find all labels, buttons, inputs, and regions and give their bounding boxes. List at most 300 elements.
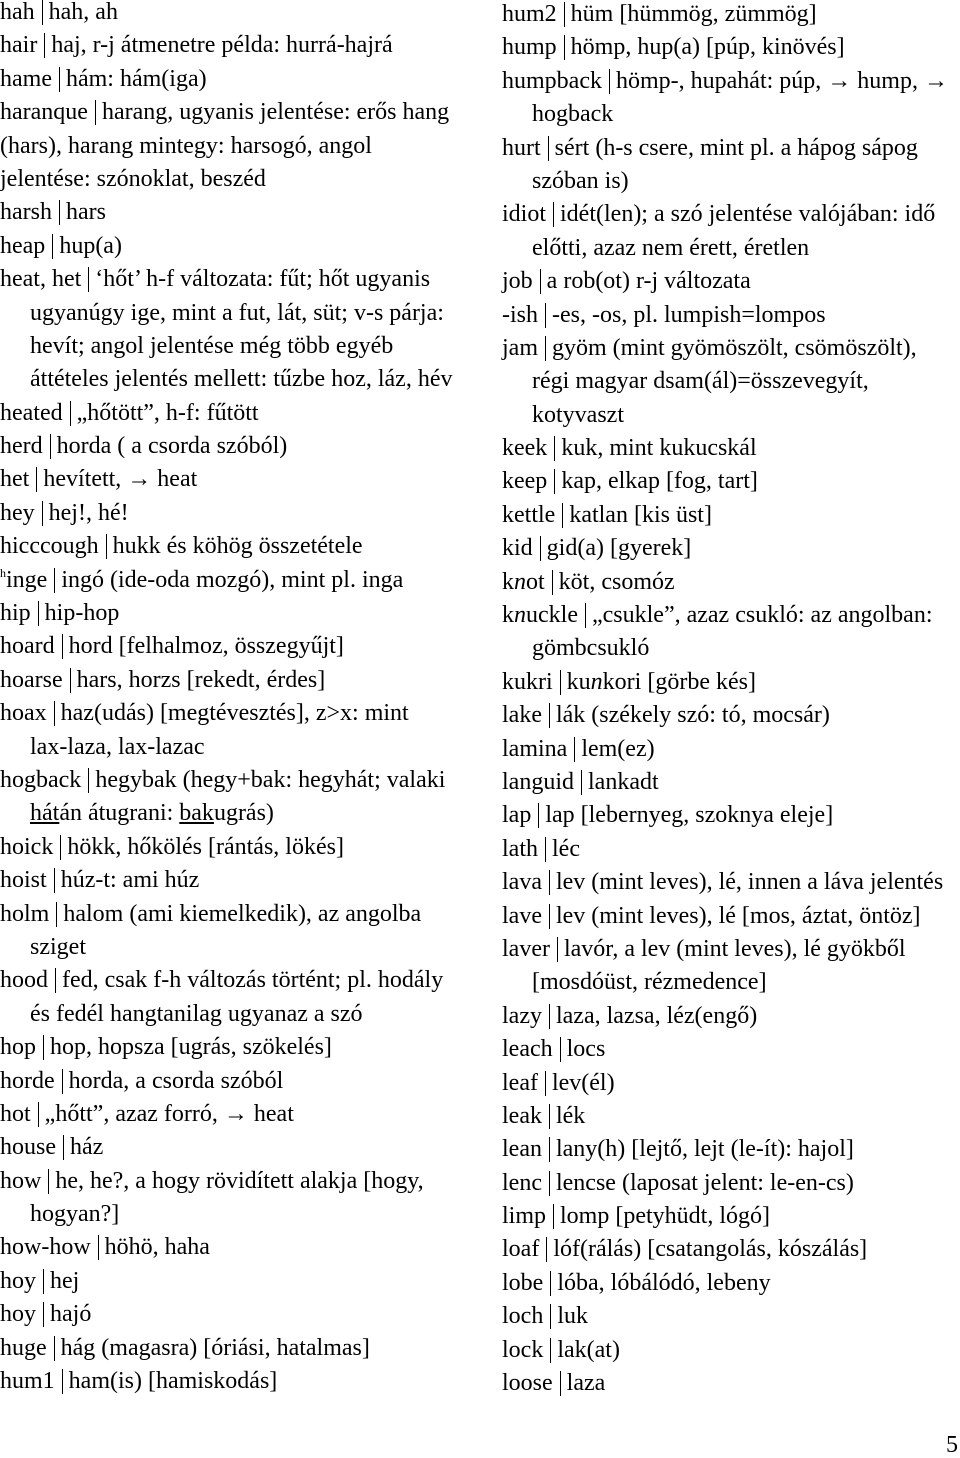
- entry-separator: [549, 1104, 550, 1129]
- entry-definition: höhö, haha: [104, 1234, 210, 1261]
- dictionary-entry: [502, 1200, 958, 1233]
- entry-definition: lap [lebernyeg, szoknya eleje]: [545, 802, 834, 829]
- entry-definition: hars, horzs [rekedt, érdes]: [76, 666, 326, 693]
- entry-definition: horda, a csorda szóból: [68, 1067, 284, 1094]
- dictionary-entry: [502, 799, 958, 832]
- entry-first-line: [502, 699, 958, 732]
- italic-letter: n: [514, 568, 526, 595]
- entry-headword: hey: [0, 499, 35, 526]
- entry-separator: [56, 902, 57, 927]
- dictionary-entry: [502, 65, 958, 132]
- entry-separator: [54, 701, 55, 726]
- entry-separator: [44, 33, 45, 58]
- entry-separator: [540, 536, 541, 561]
- dictionary-entry: [502, 299, 958, 332]
- entry-headword: lean: [502, 1136, 542, 1163]
- entry-first-line: [502, 766, 958, 799]
- entry-headword: huge: [0, 1334, 47, 1361]
- entry-first-line: [0, 597, 496, 630]
- entry-definition: húz-t: ami húz: [60, 867, 200, 894]
- underlined-text: bak: [179, 800, 214, 827]
- entry-separator: [552, 570, 553, 595]
- dictionary-entry: [0, 263, 496, 397]
- entry-headword: how-how: [0, 1234, 91, 1261]
- entry-separator: [43, 1269, 44, 1294]
- entry-headword: haranque: [0, 99, 88, 126]
- entry-definition: gid(a) [gyerek]: [546, 535, 692, 562]
- entry-first-line: [502, 0, 958, 31]
- entry-definition: fed, csak f-h változás történt; pl. hodály: [62, 967, 444, 994]
- entry-definition: laza: [566, 1370, 606, 1397]
- entry-first-line: [0, 630, 496, 663]
- entry-separator: [54, 568, 55, 593]
- entry-definition-continuation: jelentése: szónoklat, beszéd: [0, 165, 266, 192]
- entry-definition-continuation: áttételes jelentés mellett: tűzbe hoz, láz, hév: [30, 366, 453, 393]
- entry-first-line: [0, 29, 496, 62]
- entry-definition: hüm [hümmög, zümmög]: [570, 1, 817, 27]
- dictionary-entry: [0, 864, 496, 897]
- entry-definition: „hőtött”, h-f: fűtött: [76, 399, 259, 426]
- entry-separator: [545, 837, 546, 862]
- entry-definition: lankadt: [588, 768, 659, 795]
- entry-separator: [553, 202, 554, 227]
- entry-first-line: [0, 263, 496, 296]
- entry-first-line: [502, 65, 958, 98]
- entry-definition: hajó: [50, 1301, 92, 1328]
- entry-headword: leak: [502, 1102, 542, 1129]
- entry-headword: heap: [0, 232, 46, 259]
- dictionary-entry: [502, 1133, 958, 1166]
- entry-headword: hoick: [0, 833, 54, 860]
- dictionary-entry: [502, 465, 958, 498]
- entry-headword: horde: [0, 1067, 55, 1094]
- entry-definition: lóba, lóbálódó, lebeny: [557, 1269, 771, 1296]
- entry-definition: lak(at): [557, 1336, 620, 1363]
- italic-letter: n: [590, 668, 603, 695]
- entry-first-line: [502, 332, 958, 365]
- entry-definition: hej: [50, 1267, 80, 1294]
- dictionary-entry: [502, 1100, 958, 1133]
- entry-definition-continuation: régi magyar dsam(ál)=összevegyít,: [532, 368, 869, 395]
- entry-definition: hej!, hé!: [48, 499, 129, 526]
- entry-headword: lock: [502, 1336, 544, 1363]
- entry-definition: ‘hőt’ h-f változata: fűt; hőt ugyanis: [95, 266, 431, 293]
- entry-first-line: [502, 1334, 958, 1367]
- entry-definition: ház: [70, 1134, 104, 1161]
- dictionary-entry: [0, 1031, 496, 1064]
- dictionary-entry: [0, 564, 496, 597]
- entry-definition: hars: [65, 199, 106, 226]
- entry-definition-continuation: lax-laza, lax-lazac: [30, 733, 205, 760]
- entry-separator: [557, 937, 558, 962]
- entry-separator: [560, 670, 561, 695]
- dictionary-entry: [502, 265, 958, 298]
- dictionary-entry: [0, 1231, 496, 1264]
- entry-first-line: [0, 898, 496, 931]
- entry-separator: [42, 0, 43, 25]
- entry-first-line: [0, 1165, 496, 1198]
- entry-separator: [554, 436, 555, 461]
- entry-definition: hám: hám(iga): [65, 65, 207, 92]
- entry-headword: hum1: [0, 1368, 55, 1395]
- entry-first-line: [0, 864, 496, 897]
- entry-definition: hömp, hup(a) [púp, kinövés]: [570, 34, 845, 61]
- entry-headword: keep: [502, 468, 548, 495]
- entry-first-line: [502, 799, 958, 832]
- entry-headword: [502, 602, 578, 628]
- entry-separator: [562, 503, 563, 528]
- entry-headword: hogback: [0, 766, 82, 793]
- entry-separator: [70, 401, 71, 426]
- entry-separator: [38, 1102, 39, 1127]
- headword-part: uckle: [526, 602, 578, 629]
- entry-headword: how: [0, 1167, 42, 1194]
- entry-definition: hop, hopsza [ugrás, szökelés]: [50, 1034, 332, 1061]
- entry-separator: [98, 1235, 99, 1260]
- entry-first-line: [502, 1300, 958, 1333]
- entry-definition: haz(udás) [megtévesztés], z>x: mint: [60, 700, 409, 727]
- entry-definition: horda ( a csorda szóból): [56, 433, 288, 460]
- entry-separator: [55, 968, 56, 993]
- entry-headword: -ish: [502, 301, 538, 328]
- entry-first-line: [0, 1332, 496, 1365]
- entry-headword: lamina: [502, 735, 568, 762]
- entry-headword: hicccough: [0, 533, 99, 560]
- entry-definition: halom (ami kiemelkedik), az angolba: [63, 900, 422, 927]
- entry-separator: [62, 1069, 63, 1094]
- entry-headword: hip: [0, 600, 31, 627]
- entry-headword: hum2: [502, 1, 557, 27]
- dictionary-entry: [0, 63, 496, 96]
- entry-definition-continuation: szóban is): [532, 167, 629, 194]
- entry-first-line: [502, 132, 958, 165]
- entry-separator: [38, 601, 39, 626]
- entry-headword: hurt: [502, 134, 541, 161]
- entry-headword: idiot: [502, 201, 547, 228]
- dictionary-entry: [0, 898, 496, 965]
- entry-first-line: [0, 430, 496, 463]
- dictionary-entry: [0, 96, 496, 196]
- entry-separator: [62, 1369, 63, 1394]
- entry-definition: laza, lazsa, léz(engő): [555, 1002, 758, 1029]
- dictionary-entry: [502, 332, 958, 432]
- entry-definition: hord [felhalmoz, összegyűjt]: [68, 633, 344, 660]
- entry-headword: hot: [0, 1100, 31, 1127]
- dictionary-entry: [502, 432, 958, 465]
- entry-definition: hukk és köhög összetétele: [112, 533, 363, 560]
- dictionary-entry: [0, 29, 496, 62]
- entry-headword: harsh: [0, 199, 52, 226]
- entry-separator: [62, 634, 63, 659]
- entry-separator: [43, 1302, 44, 1327]
- entry-definition: [567, 669, 756, 695]
- entry-first-line: [502, 465, 958, 498]
- entry-separator: [538, 803, 539, 828]
- entry-definition-continuation: hogyan?]: [30, 1201, 120, 1228]
- entry-first-line: [502, 499, 958, 532]
- entry-first-line: [0, 697, 496, 730]
- entry-separator: [549, 1004, 550, 1029]
- entry-definition: „csukle”, azaz csukló: az angolban:: [591, 602, 933, 629]
- entry-definition: luk: [557, 1303, 588, 1330]
- dictionary-entry: [502, 933, 958, 1000]
- entry-headword: lap: [502, 802, 532, 829]
- entry-separator: [106, 534, 107, 559]
- entry-first-line: [502, 566, 958, 599]
- dictionary-entry: [502, 733, 958, 766]
- entry-definition: he, he?, a hogy rövidített alakja [hogy,: [55, 1167, 424, 1194]
- entry-definition: hömp-, hupahát: púp, → hump, →: [615, 67, 948, 94]
- dictionary-entry: [502, 1367, 958, 1400]
- entry-definition: lék: [555, 1102, 586, 1129]
- dictionary-entry: [502, 1033, 958, 1066]
- headword-part: k: [502, 602, 514, 629]
- dictionary-entry: [502, 1233, 958, 1266]
- dictionary-entry: [0, 697, 496, 764]
- entry-headword: loose: [502, 1370, 553, 1397]
- entry-separator: [549, 703, 550, 728]
- entry-separator: [550, 1304, 551, 1329]
- entry-definition: idét(len); a szó jelentése valójában: idő: [560, 201, 936, 228]
- dictionary-entry: [502, 0, 958, 31]
- entry-headword: hoy: [0, 1267, 36, 1294]
- entry-headword: hop: [0, 1034, 36, 1061]
- dictionary-entry: [502, 566, 958, 599]
- entry-separator: [550, 1271, 551, 1296]
- headword-part: ot: [526, 568, 545, 595]
- entry-separator: [560, 1371, 561, 1396]
- entry-definition-continuation: előtti, azaz nem érett, éretlen: [532, 234, 810, 261]
- entry-definition-continuation: (hars), harang mintegy: harsogó, angol: [0, 132, 372, 159]
- entry-first-line: [502, 933, 958, 966]
- entry-separator: [554, 469, 555, 494]
- entry-headword: heat, het: [0, 266, 82, 293]
- entry-first-line: [0, 964, 496, 997]
- entry-separator: [36, 467, 37, 492]
- entry-definition-continuation: [mosdóüst, rézmedence]: [532, 969, 767, 996]
- entry-headword: hoard: [0, 633, 55, 660]
- entry-headword: lath: [502, 835, 538, 862]
- dictionary-entry: [502, 1167, 958, 1200]
- entry-definition-continuation: kotyvaszt: [532, 401, 624, 428]
- entry-headword: lava: [502, 869, 542, 896]
- entry-separator: [549, 1137, 550, 1162]
- entry-headword: [502, 569, 545, 595]
- entry-first-line: [0, 1265, 496, 1298]
- entry-headword: hoarse: [0, 666, 63, 693]
- entry-definition: sért (h-s csere, mint pl. a hápog sápog: [554, 134, 918, 161]
- entry-first-line: [0, 1231, 496, 1264]
- entry-first-line: [0, 664, 496, 697]
- entry-first-line: [0, 1365, 496, 1398]
- dictionary-entry: [502, 31, 958, 64]
- dictionary-entry: [0, 0, 496, 29]
- entry-first-line: [0, 530, 496, 563]
- entry-definition-continuation: ugyanúgy ige, mint a fut, lát, süt; v-s párja:: [30, 299, 444, 326]
- dictionary-entry: [502, 532, 958, 565]
- entry-first-line: [0, 196, 496, 229]
- entry-separator: [581, 770, 582, 795]
- entry-first-line: [0, 764, 496, 797]
- entry-definition-continuation: hevít; angol jelentése még több egyéb: [30, 332, 394, 359]
- entry-definition: hökk, hőkölés [rántás, lökés]: [67, 833, 344, 860]
- entry-headword: kukri: [502, 668, 553, 695]
- dictionary-entry: [0, 463, 496, 496]
- entry-separator: [549, 904, 550, 929]
- entry-first-line: [502, 1000, 958, 1033]
- entry-headword: hump: [502, 34, 557, 61]
- dictionary-entry: [0, 1098, 496, 1131]
- definition-part: ku: [566, 668, 591, 695]
- entry-definition: katlan [kis üst]: [569, 501, 712, 528]
- entry-headword: hoax: [0, 700, 47, 727]
- entry-separator: [545, 303, 546, 328]
- entry-definition: lencse (laposat jelent: le-en-cs): [555, 1169, 854, 1196]
- entry-first-line: [502, 733, 958, 766]
- definition-part: ugrás): [213, 800, 274, 827]
- entry-headword: herd: [0, 433, 43, 460]
- definition-part: kori [görbe kés]: [602, 668, 756, 695]
- left-column: [0, 0, 496, 1398]
- entry-first-line: [0, 1131, 496, 1164]
- headword-part: inge: [6, 566, 48, 593]
- dictionary-entry: [502, 1300, 958, 1333]
- entry-separator: [70, 668, 71, 693]
- entry-first-line: [0, 1298, 496, 1331]
- entry-first-line: [0, 831, 496, 864]
- entry-first-line: [502, 532, 958, 565]
- entry-headword: leach: [502, 1036, 553, 1063]
- entry-headword: heated: [0, 399, 63, 426]
- entry-first-line: [502, 599, 958, 632]
- dictionary-entry: [0, 630, 496, 663]
- entry-definition: lev (mint leves), lé [mos, áztat, öntöz]: [555, 902, 921, 929]
- entry-separator: [43, 1035, 44, 1060]
- entry-headword: house: [0, 1134, 56, 1161]
- entry-definition: lák (székely szó: tó, mocsár): [555, 702, 830, 729]
- entry-separator: [549, 1171, 550, 1196]
- entry-first-line: [502, 299, 958, 332]
- entry-definition: hip-hop: [44, 600, 120, 627]
- entry-separator: [553, 1204, 554, 1229]
- entry-separator: [540, 269, 541, 294]
- entry-separator: [48, 1169, 49, 1194]
- entry-headword: loch: [502, 1303, 544, 1330]
- entry-first-line: [502, 198, 958, 231]
- entry-headword: het: [0, 466, 30, 493]
- entry-separator: [54, 1336, 55, 1361]
- dictionary-entry: [0, 1065, 496, 1098]
- entry-first-line: [502, 1033, 958, 1066]
- entry-headword: hair: [0, 32, 38, 59]
- entry-definition: kuk, mint kukucskál: [561, 435, 757, 462]
- dictionary-entry: [502, 1267, 958, 1300]
- entry-definition-continuation: sziget: [30, 933, 86, 960]
- entry-headword: lave: [502, 902, 542, 929]
- entry-headword: hood: [0, 967, 48, 994]
- entry-headword: loaf: [502, 1236, 540, 1263]
- entry-definition: hegybak (hegy+bak: hegyhát; valaki: [95, 766, 446, 793]
- entry-definition: léc: [552, 835, 580, 862]
- dictionary-entry: [0, 831, 496, 864]
- entry-definition: hevített, → heat: [43, 466, 198, 493]
- entry-first-line: [0, 397, 496, 430]
- entry-first-line: [0, 0, 496, 29]
- entry-separator: [545, 336, 546, 361]
- entry-definition: locs: [566, 1036, 606, 1063]
- entry-headword: job: [502, 268, 533, 295]
- entry-separator: [585, 603, 586, 628]
- dictionary-entry: [502, 1067, 958, 1100]
- entry-separator: [564, 2, 565, 27]
- entry-definition: „hőtt”, azaz forró, → heat: [44, 1100, 294, 1127]
- entry-definition: lóf(rálás) [csatangolás, kószálás]: [553, 1236, 868, 1263]
- dictionary-entry: [0, 397, 496, 430]
- entry-headword: hame: [0, 65, 52, 92]
- dictionary-entry: [502, 900, 958, 933]
- right-column: [502, 0, 958, 1400]
- entry-headword: limp: [502, 1203, 547, 1230]
- entry-first-line: [502, 1267, 958, 1300]
- entry-separator: [574, 737, 575, 762]
- entry-headword: humpback: [502, 67, 602, 94]
- entry-separator: [54, 868, 55, 893]
- entry-separator: [60, 835, 61, 860]
- entry-headword: hah: [0, 0, 35, 25]
- dictionary-entry: [0, 597, 496, 630]
- entry-first-line: [0, 1065, 496, 1098]
- entry-separator: [560, 1037, 561, 1062]
- entry-definition: lavór, a lev (mint leves), lé gyökből: [563, 935, 906, 962]
- entry-headword: lake: [502, 702, 542, 729]
- dictionary-entry: [0, 664, 496, 697]
- italic-letter: n: [514, 602, 526, 629]
- dictionary-entry: [0, 764, 496, 831]
- dictionary-entry: [502, 833, 958, 866]
- entry-separator: [59, 200, 60, 225]
- entry-definition: ham(is) [hamiskodás]: [68, 1368, 278, 1395]
- dictionary-entry: [0, 1131, 496, 1164]
- entry-definition: harang, ugyanis jelentése: erős hang: [101, 99, 450, 126]
- dictionary-entry: [502, 499, 958, 532]
- entry-separator: [548, 136, 549, 161]
- entry-definition-continuation: hogback: [532, 101, 614, 128]
- entry-definition-continuation: és fedél hangtanilag ugyanaz a szó: [30, 1000, 363, 1027]
- entry-first-line: [0, 63, 496, 96]
- entry-first-line: [0, 1098, 496, 1131]
- entry-definition: hah, ah: [48, 0, 118, 25]
- entry-first-line: [502, 666, 958, 699]
- entry-separator: [549, 870, 550, 895]
- dictionary-entry: [0, 1365, 496, 1398]
- entry-separator: [63, 1135, 64, 1160]
- entry-headword: laver: [502, 935, 550, 962]
- dictionary-entry: [502, 599, 958, 666]
- entry-separator: [545, 1071, 546, 1096]
- entry-definition: hup(a): [59, 232, 122, 259]
- entry-headword: leaf: [502, 1069, 538, 1096]
- entry-headword: lazy: [502, 1002, 542, 1029]
- entry-first-line: [502, 1233, 958, 1266]
- entry-headword: [0, 567, 47, 593]
- entry-separator: [88, 768, 89, 793]
- entry-headword: holm: [0, 900, 50, 927]
- headword-part: k: [502, 568, 514, 595]
- dictionary-entry: [502, 132, 958, 199]
- dictionary-entry: [502, 1334, 958, 1367]
- entry-first-line: [502, 1100, 958, 1133]
- entry-separator: [546, 1237, 547, 1262]
